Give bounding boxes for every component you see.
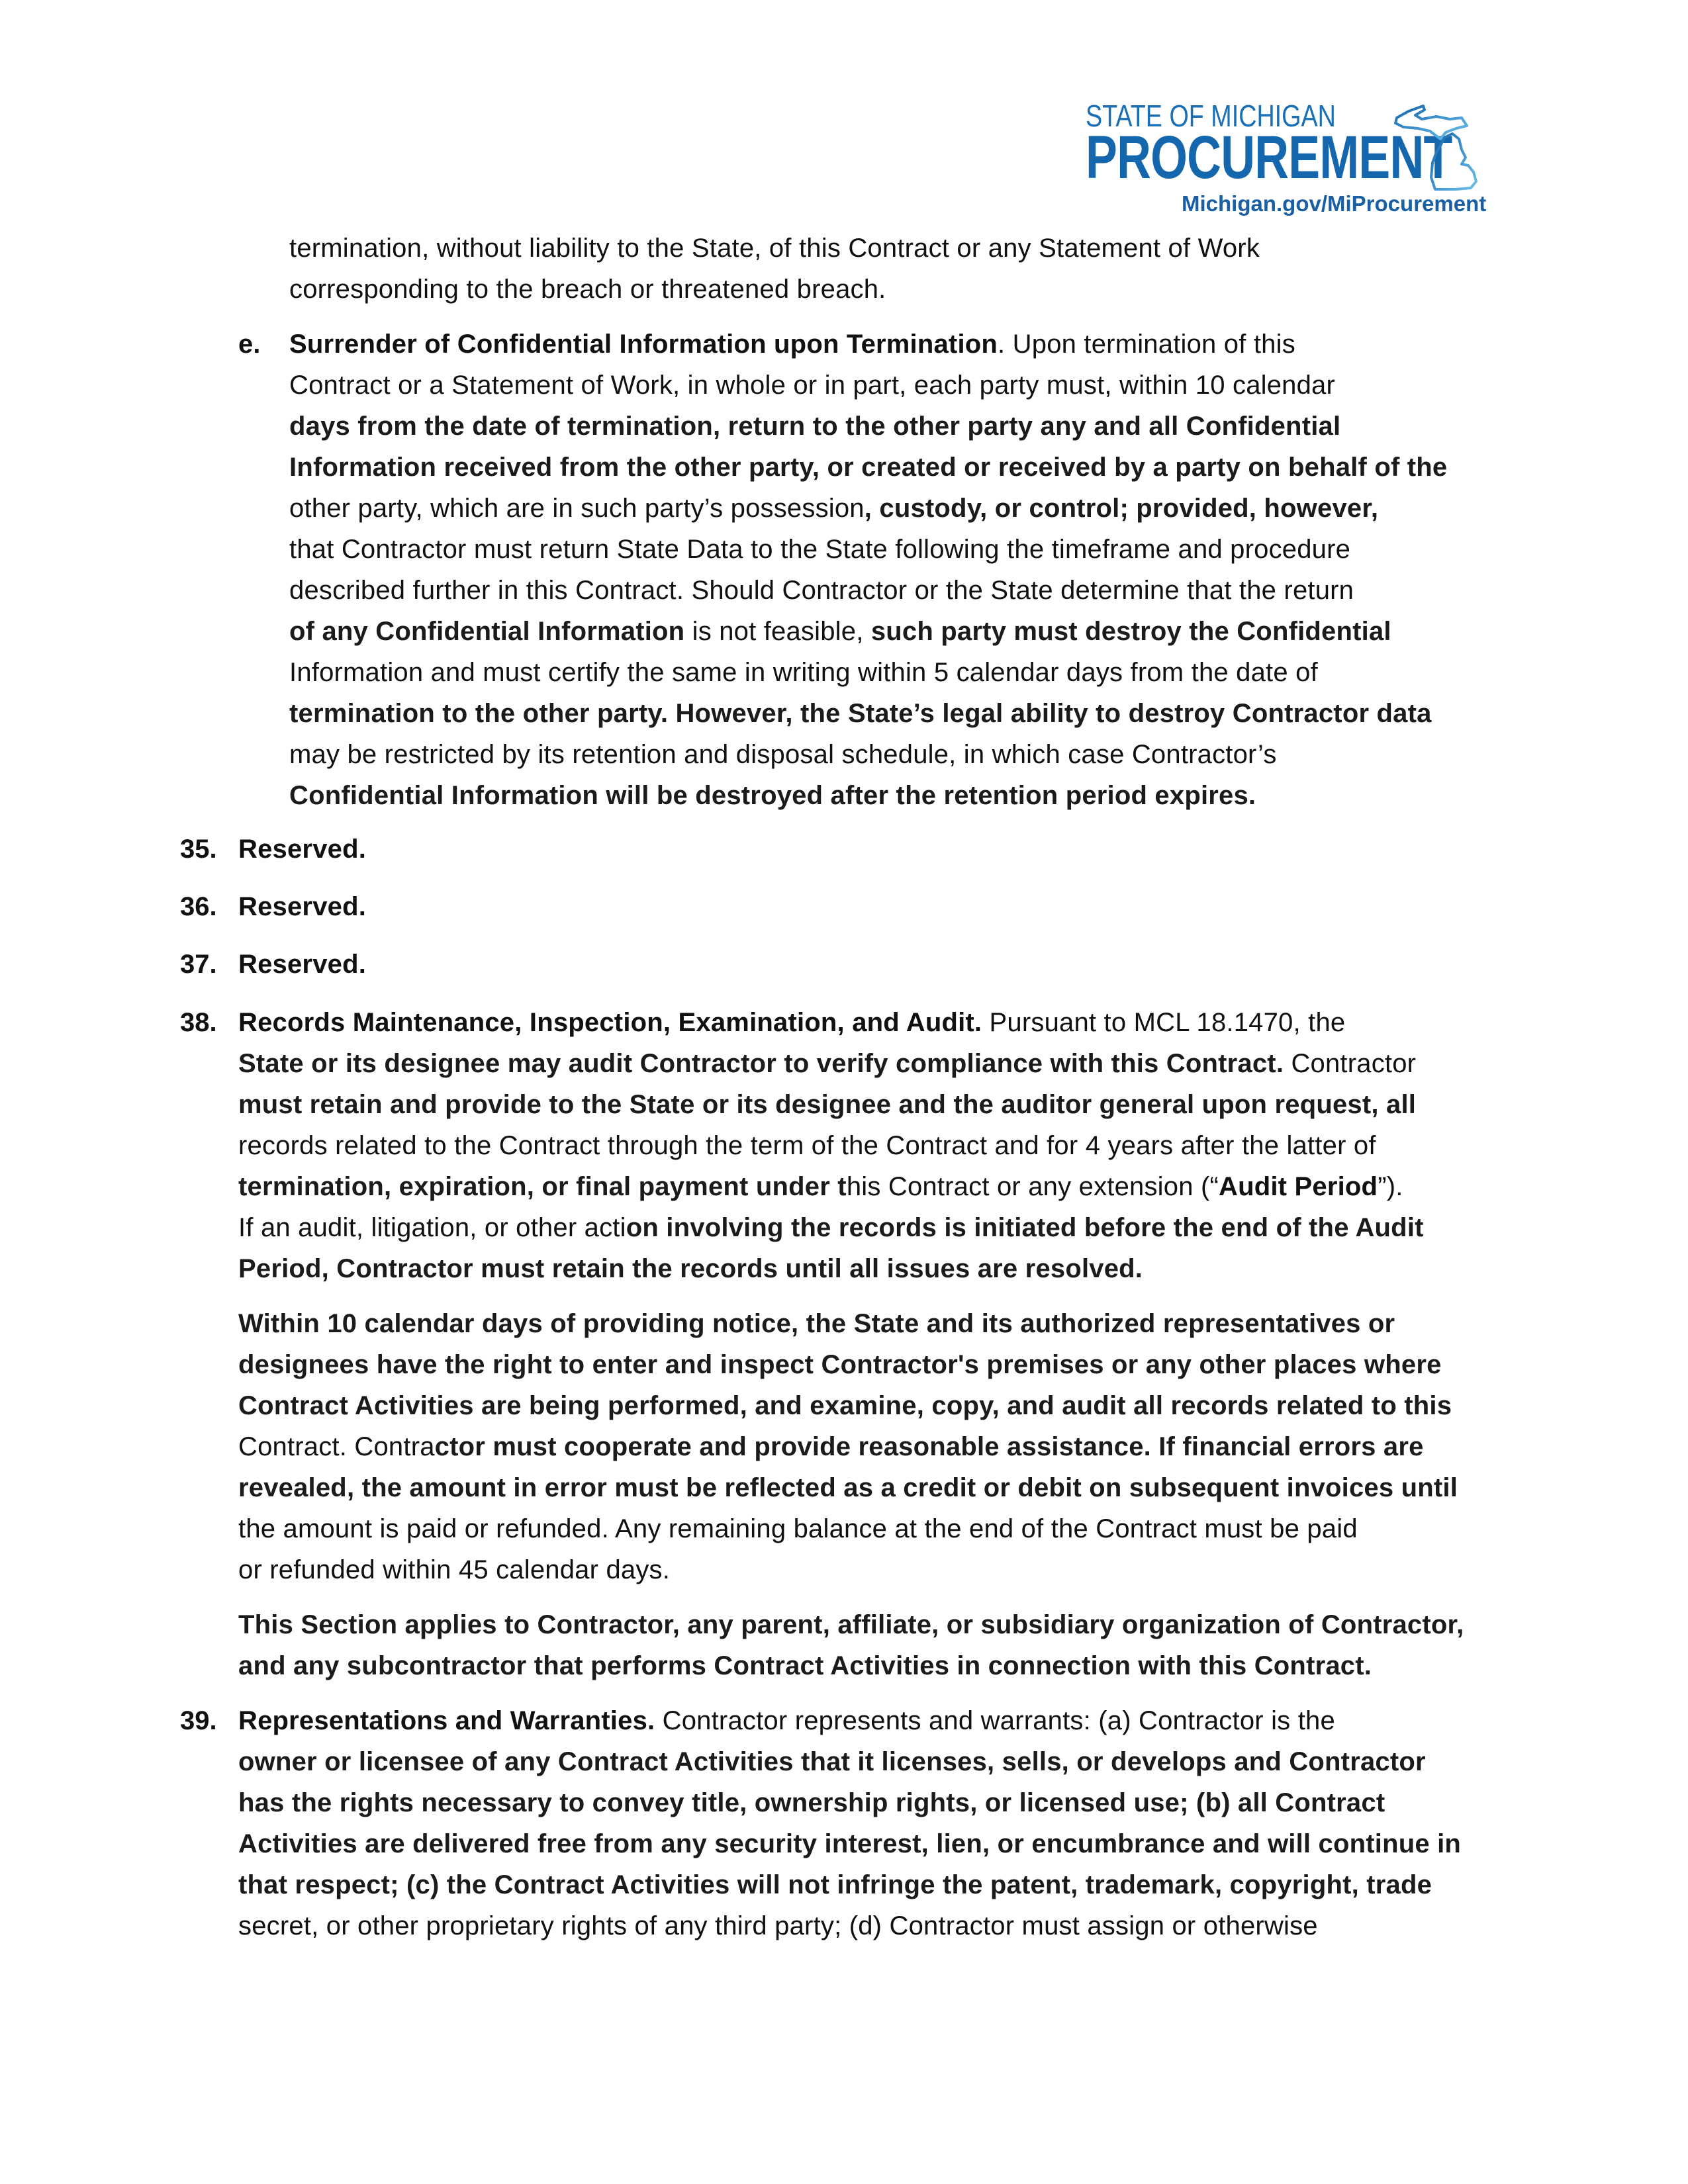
text-line — [238, 1471, 1458, 1504]
text-line — [289, 328, 1295, 361]
body-text: that respect; (c) the Contract Activities will not infringe the patent, trademark, copyright, trade — [238, 1870, 1432, 1899]
section-number: 39. — [180, 1706, 217, 1735]
body-text: days from the date of termination, return to the other party any and all Confidential — [289, 412, 1341, 441]
text-line — [238, 1512, 1358, 1545]
text-line — [289, 533, 1350, 566]
text-line — [238, 1088, 1416, 1121]
section-number: 35. — [180, 835, 217, 864]
body-text: records related to the Contract through the term of the Contract and for 4 years after the latter of — [238, 1131, 1376, 1160]
body-text: described further in this Contract. Should Contractor or the State determine that the return — [289, 576, 1354, 605]
body-text: Confidential Information will be destroyed after the retention period expires. — [289, 781, 1256, 810]
text-line — [289, 779, 1256, 812]
body-text: must retain and provide to the State or its designee and the auditor general upon request, all — [238, 1090, 1417, 1119]
body-text: ”). — [1378, 1172, 1403, 1201]
heading-text: Representations and Warranties. — [238, 1706, 655, 1735]
logo-state-text: STATE OF MICHIGAN — [1086, 99, 1336, 133]
text-line — [289, 574, 1354, 607]
body-text: Period, Contractor must retain the records until all issues are resolved. — [238, 1254, 1143, 1283]
text-line — [238, 1649, 1372, 1682]
text-line — [289, 615, 1391, 648]
section-number: 38. — [180, 1008, 217, 1037]
text-line — [238, 1348, 1442, 1381]
section-number: 37. — [180, 950, 217, 979]
heading-text: Reserved. — [238, 835, 367, 864]
text-line — [238, 890, 366, 923]
body-text: Contractor — [1284, 1049, 1417, 1078]
text-line — [289, 492, 1378, 525]
logo-url-text: Michigan.gov/MiProcurement — [1182, 191, 1487, 216]
body-text: Information and must certify the same in writing within 5 calendar days from the date of — [289, 658, 1318, 687]
body-text: termination to the other party. However, the State’s legal ability to destroy Contractor data — [289, 699, 1432, 728]
body-text: or refunded within 45 calendar days. — [238, 1555, 671, 1584]
text-line — [289, 369, 1335, 402]
body-text: Contract Activities are being performed, and examine, copy, and audit all records related to this — [238, 1391, 1452, 1420]
body-text: termination, without liability to the State, of this Contract or any Statement of Work — [289, 234, 1260, 263]
body-text: corresponding to the breach or threatened breach. — [289, 275, 886, 304]
body-text: has the rights necessary to convey title, ownership rights, or licensed use; (b) all Contract — [238, 1788, 1385, 1817]
text-line — [289, 697, 1432, 730]
text-line — [238, 1211, 1424, 1244]
text-line — [289, 738, 1277, 771]
body-text: This Section applies to Contractor, any parent, affiliate, or subsidiary organization of Contractor, — [238, 1610, 1464, 1639]
body-text: other party, which are in such party’s possession — [289, 494, 865, 523]
body-text: revealed, the amount in error must be reflected as a credit or debit on subsequent invoices until — [238, 1473, 1458, 1502]
body-text: Contract or a Statement of Work, in whole or in part, each party must, within 10 calendar — [289, 371, 1336, 400]
text-line — [238, 1389, 1452, 1422]
text-line — [238, 1608, 1464, 1641]
text-line — [238, 1553, 670, 1586]
body-text: Information received from the other party, or created or received by a party on behalf of the — [289, 453, 1448, 482]
body-text: designees have the right to enter and inspect Contractor's premises or any other places where — [238, 1350, 1442, 1379]
logo-procurement-text: PROCUREMENT — [1086, 124, 1452, 191]
body-text: . Upon termination of this — [998, 330, 1295, 359]
body-text: on involving the records is initiated before the end of the Audit — [626, 1213, 1424, 1242]
heading-text: Reserved. — [238, 892, 367, 921]
body-text: that Contractor must return State Data to the State following the timeframe and procedure — [289, 535, 1351, 564]
text-line — [289, 273, 886, 306]
body-text: If an audit, litigation, or other acti — [238, 1213, 626, 1242]
heading-text: Records Maintenance, Inspection, Examination, and Audit. — [238, 1008, 982, 1037]
body-text: of any Confidential Information — [289, 617, 685, 646]
body-text: termination, expiration, or final payment under t — [238, 1172, 847, 1201]
section-number: e. — [238, 330, 261, 359]
text-line — [289, 232, 1260, 265]
text-line — [289, 656, 1318, 689]
body-text: , custody, or control; provided, however, — [864, 494, 1379, 523]
text-line — [238, 948, 366, 981]
body-text: Within 10 calendar days of providing notice, the State and its authorized representatives or — [238, 1309, 1395, 1338]
body-text: ctor must cooperate and provide reasonable assistance. If financial errors are — [434, 1432, 1424, 1461]
body-text: and any subcontractor that performs Contract Activities in connection with this Contract. — [238, 1651, 1372, 1680]
text-line — [238, 1827, 1461, 1860]
body-text: the amount is paid or refunded. Any remaining balance at the end of the Contract must be paid — [238, 1514, 1358, 1543]
body-text: Contract. Contra — [238, 1432, 435, 1461]
text-line — [238, 1786, 1385, 1819]
heading-text: Audit Period — [1219, 1172, 1378, 1201]
text-line — [238, 1047, 1416, 1080]
section-number: 36. — [180, 892, 217, 921]
text-line — [238, 1745, 1426, 1778]
procurement-logo — [1086, 99, 1496, 218]
heading-text: Reserved. — [238, 950, 367, 979]
text-line — [289, 410, 1340, 443]
text-line — [238, 1170, 1403, 1203]
body-text: Pursuant to MCL 18.1470, the — [982, 1008, 1346, 1037]
body-text: may be restricted by its retention and disposal schedule, in which case Contractor’s — [289, 740, 1277, 769]
body-text: such party must destroy the Confidential — [870, 617, 1391, 646]
text-line — [238, 1704, 1335, 1737]
body-text: is not feasible, — [684, 617, 871, 646]
body-text: his Contract or any extension (“ — [846, 1172, 1219, 1201]
text-line — [238, 833, 366, 866]
body-text: secret, or other proprietary rights of any third party; (d) Contractor must assign or otherwise — [238, 1911, 1318, 1940]
text-line — [238, 1252, 1143, 1285]
text-line — [238, 1430, 1424, 1463]
body-text: State or its designee may audit Contractor to verify compliance with this Contract. — [238, 1049, 1284, 1078]
body-text: Activities are delivered free from any security interest, lien, or encumbrance and will continue in — [238, 1829, 1462, 1858]
michigan-outline-icon — [1383, 99, 1483, 192]
text-line — [238, 1909, 1318, 1942]
heading-text: Surrender of Confidential Information upon Termination — [289, 330, 998, 359]
text-line — [238, 1129, 1376, 1162]
text-line — [238, 1006, 1345, 1039]
text-line — [238, 1307, 1395, 1340]
body-text: owner or licensee of any Contract Activities that it licenses, sells, or develops and Contractor — [238, 1747, 1426, 1776]
text-line — [289, 451, 1447, 484]
text-line — [238, 1868, 1432, 1901]
body-text: Contractor represents and warrants: (a) Contractor is the — [655, 1706, 1335, 1735]
